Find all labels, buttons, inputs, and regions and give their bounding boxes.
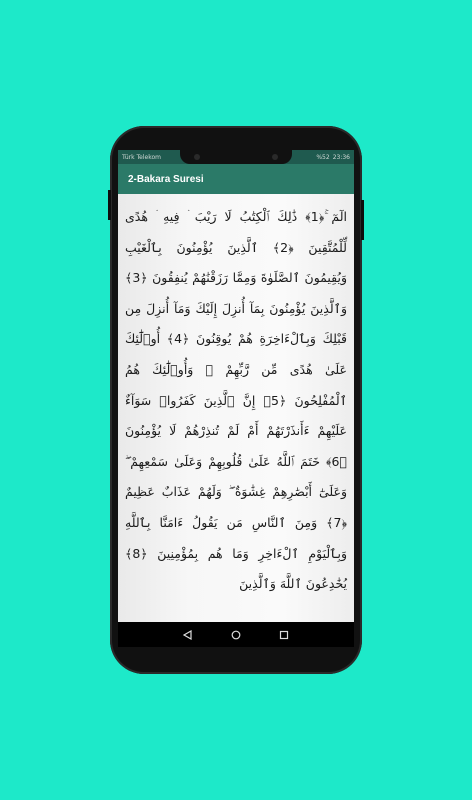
front-camera-icon xyxy=(194,154,200,160)
power-button xyxy=(361,200,364,240)
clock: 23:36 xyxy=(332,153,350,161)
volume-button xyxy=(108,190,111,220)
recents-icon[interactable] xyxy=(279,630,289,640)
app-bar xyxy=(118,164,354,194)
carrier-label: Türk Telekom xyxy=(122,153,161,161)
home-icon[interactable] xyxy=(231,630,241,640)
sensor-icon xyxy=(272,154,278,160)
back-icon[interactable] xyxy=(183,630,193,640)
verse-text: الٓمٓ ۚ﴿1﴾ ذَٰلِكَ ٱلْكِتَٰبُ لَا رَيْبَ ۛ فِيهِ ۛ هُدًى لِّلْمُتَّقِينَ ﴿2﴾ ٱلَّذِينَ يُؤْمِنُونَ بِٱلْغَيْبِ وَيُقِيمُونَ ٱلصَّلَوٰةَ وَمِمَّا رَزَقْنَٰهُمْ يُنفِقُونَ ﴿3﴾ وَٱلَّذِينَ يُؤْمِنُونَ بِمَآ أُنزِلَ إِلَيْكَ وَمَآ أُنزِلَ مِن قَبْلِكَ وَبِٱلْءَاخِرَةِ هُمْ يُوقِنُونَ ﴿4﴾ أُو۟لَٰٓئِكَ عَلَىٰ هُدًى مِّن رَّبِّهِمْ ۖ وَأُو۟لَٰٓئِكَ هُمُ ٱلْمُفْلِحُونَ ﴿5﴾ إِنَّ ٱلَّذِينَ كَفَرُوا۟ سَوَآءٌ عَلَيْهِمْ ءَأَنذَرْتَهُمْ أَمْ لَمْ تُنذِرْهُمْ لَا يُؤْمِنُونَ ﴿6﴾ خَتَمَ ٱللَّهُ عَلَىٰ قُلُوبِهِمْ وَعَلَىٰ سَمْعِهِمْ ۖ وَعَلَىٰٓ أَبْصَٰرِهِمْ غِشَٰوَةٌ ۖ وَلَهُمْ عَذَابٌ عَظِيمٌ ﴿7﴾ وَمِنَ ٱلنَّاسِ مَن يَقُولُ ءَامَنَّا بِٱللَّهِ وَبِٱلْيَوْمِ ٱلْءَاخِرِ وَمَا هُم بِمُؤْمِنِينَ ﴿8﴾ يُخَٰدِعُونَ ٱللَّهَ وَٱلَّذِينَ xyxy=(125,209,348,592)
page-title: 2-Bakara Suresi xyxy=(128,173,204,185)
camera-notch xyxy=(180,150,292,164)
navigation-bar xyxy=(118,622,354,647)
battery-level: %52 xyxy=(316,153,330,161)
surah-content[interactable] xyxy=(118,194,354,622)
phone-screen xyxy=(118,150,354,647)
